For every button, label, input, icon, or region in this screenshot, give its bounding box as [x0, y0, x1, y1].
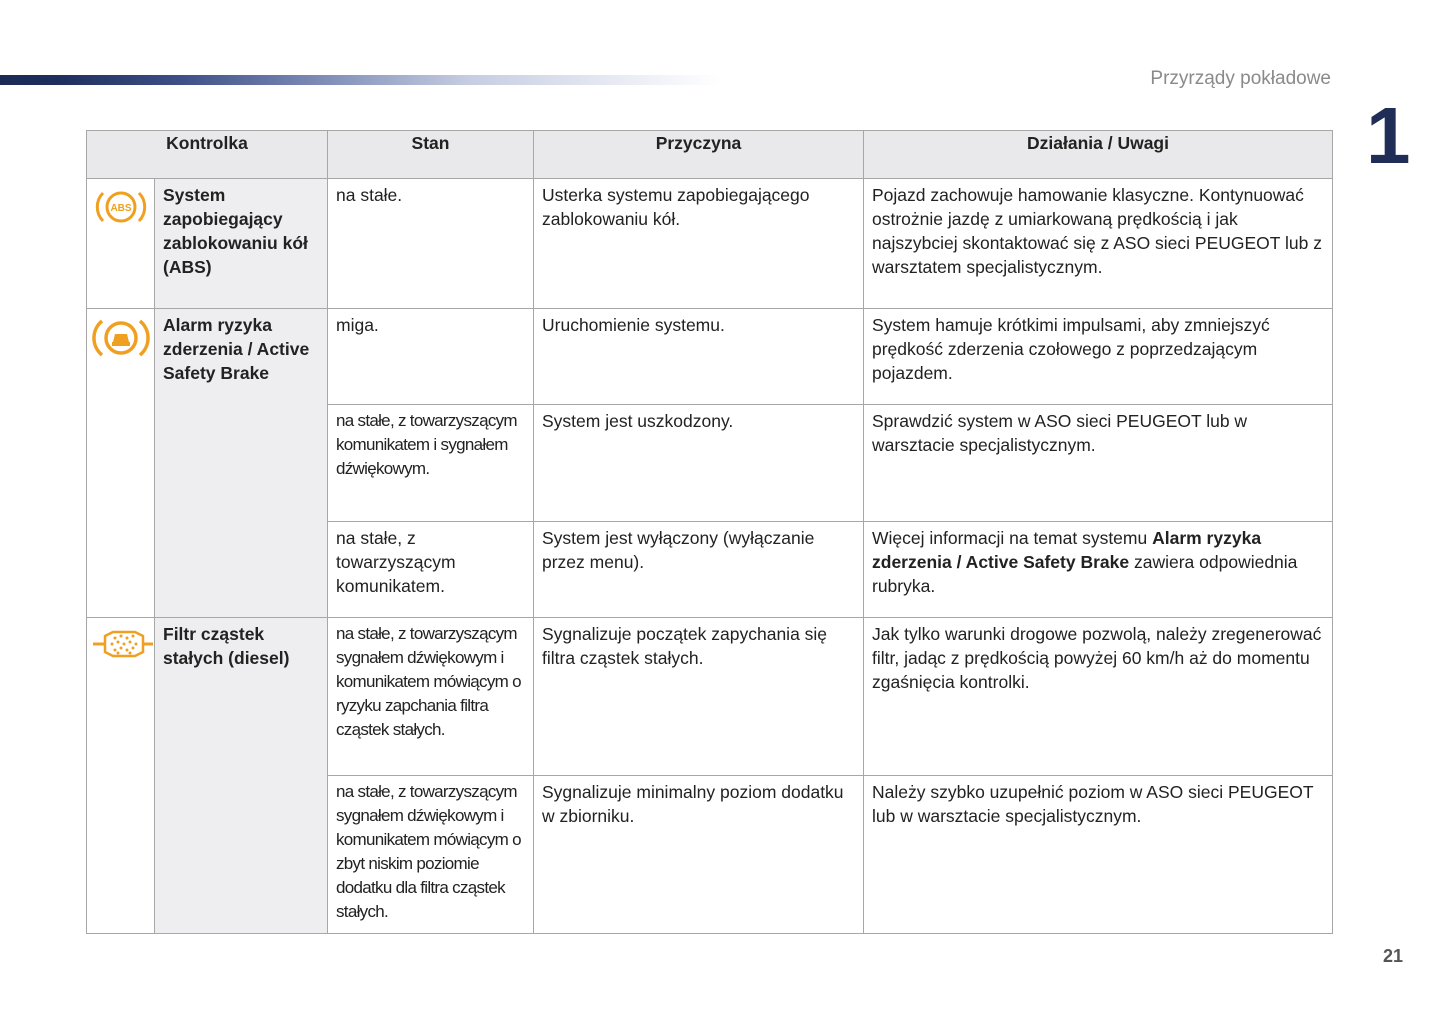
collision-alert-icon	[92, 315, 150, 361]
przyczyna-cell: Usterka systemu zapobiegającego zablokowaniu kół.	[534, 179, 864, 309]
table-row	[87, 309, 1333, 405]
chapter-number: 1	[1366, 91, 1411, 180]
warning-lights-table	[86, 130, 1333, 934]
stan-cell: na stałe.	[328, 179, 534, 309]
abs-icon-label: ABS	[109, 203, 132, 214]
particle-filter-icon	[91, 624, 155, 664]
table-row	[87, 179, 1333, 309]
dzialania-text: Więcej informacji na temat systemu	[872, 528, 1153, 548]
dzialania-cell: Należy szybko uzupełnić poziom w ASO sieci PEUGEOT lub w warsztacie specjalistycznym.	[864, 776, 1333, 934]
dzialania-cell: Sprawdzić system w ASO sieci PEUGEOT lub w warsztacie specjalistycznym.	[864, 405, 1333, 522]
system-name-reference: Alarm ryzyka zderzenia / Active Safety Brake	[872, 528, 1262, 572]
indicator-name: Filtr cząstek stałych (diesel)	[155, 618, 328, 934]
icon-cell	[87, 618, 155, 934]
stan-cell: na stałe, z towarzyszącym komunikatem i sygnałem dźwiękowym.	[328, 405, 534, 522]
table-row	[87, 618, 1333, 776]
stan-cell: na stałe, z towarzyszącym sygnałem dźwiękowym i komunikatem mówiącym o ryzyku zapchania filtra cząstek stałych.	[328, 618, 534, 776]
icon-cell	[87, 309, 155, 618]
header-gradient-bar	[0, 75, 720, 85]
dzialania-text: zawiera odpowiednia rubryka.	[872, 552, 1298, 596]
przyczyna-cell: System jest wyłączony (wyłączanie przez menu).	[534, 522, 864, 618]
abs-warning-icon	[95, 185, 147, 229]
column-header-kontrolka: Kontrolka	[87, 131, 328, 179]
section-title: Przyrządy pokładowe	[1150, 68, 1331, 89]
przyczyna-cell: Sygnalizuje początek zapychania się filtra cząstek stałych.	[534, 618, 864, 776]
stan-cell: na stałe, z towarzyszącym sygnałem dźwiękowym i komunikatem mówiącym o zbyt niskim poziomie dodatku dla filtra cząstek stałych.	[328, 776, 534, 934]
page-number: 21	[1382, 946, 1403, 966]
column-header-przyczyna: Przyczyna	[534, 131, 864, 179]
column-header-dzialania: Działania / Uwagi	[864, 131, 1333, 179]
przyczyna-cell: Uruchomienie systemu.	[534, 309, 864, 405]
stan-cell: miga.	[328, 309, 534, 405]
column-header-stan: Stan	[328, 131, 534, 179]
dzialania-cell	[864, 522, 1333, 618]
dzialania-cell: Pojazd zachowuje hamowanie klasyczne. Kontynuować ostrożnie jazdę z umiarkowaną prędkością i jak najszybciej skontaktować się z ASO sieci PEUGEOT lub z warsztatem specjalistycznym.	[864, 179, 1333, 309]
dzialania-cell: System hamuje krótkimi impulsami, aby zmniejszyć prędkość zderzenia czołowego z poprzedzającym pojazdem.	[864, 309, 1333, 405]
indicator-name: System zapobiegający zablokowaniu kół (ABS)	[155, 179, 328, 309]
przyczyna-cell: System jest uszkodzony.	[534, 405, 864, 522]
icon-cell	[87, 179, 155, 309]
przyczyna-cell: Sygnalizuje minimalny poziom dodatku w zbiorniku.	[534, 776, 864, 934]
stan-cell: na stałe, z towarzyszącym komunikatem.	[328, 522, 534, 618]
indicator-name: Alarm ryzyka zderzenia / Active Safety Brake	[155, 309, 328, 618]
table-header-row	[87, 131, 1333, 179]
dzialania-cell: Jak tylko warunki drogowe pozwolą, należy zregenerować filtr, jadąc z prędkością powyżej 60 km/h aż do momentu zgaśnięcia kontrolki.	[864, 618, 1333, 776]
